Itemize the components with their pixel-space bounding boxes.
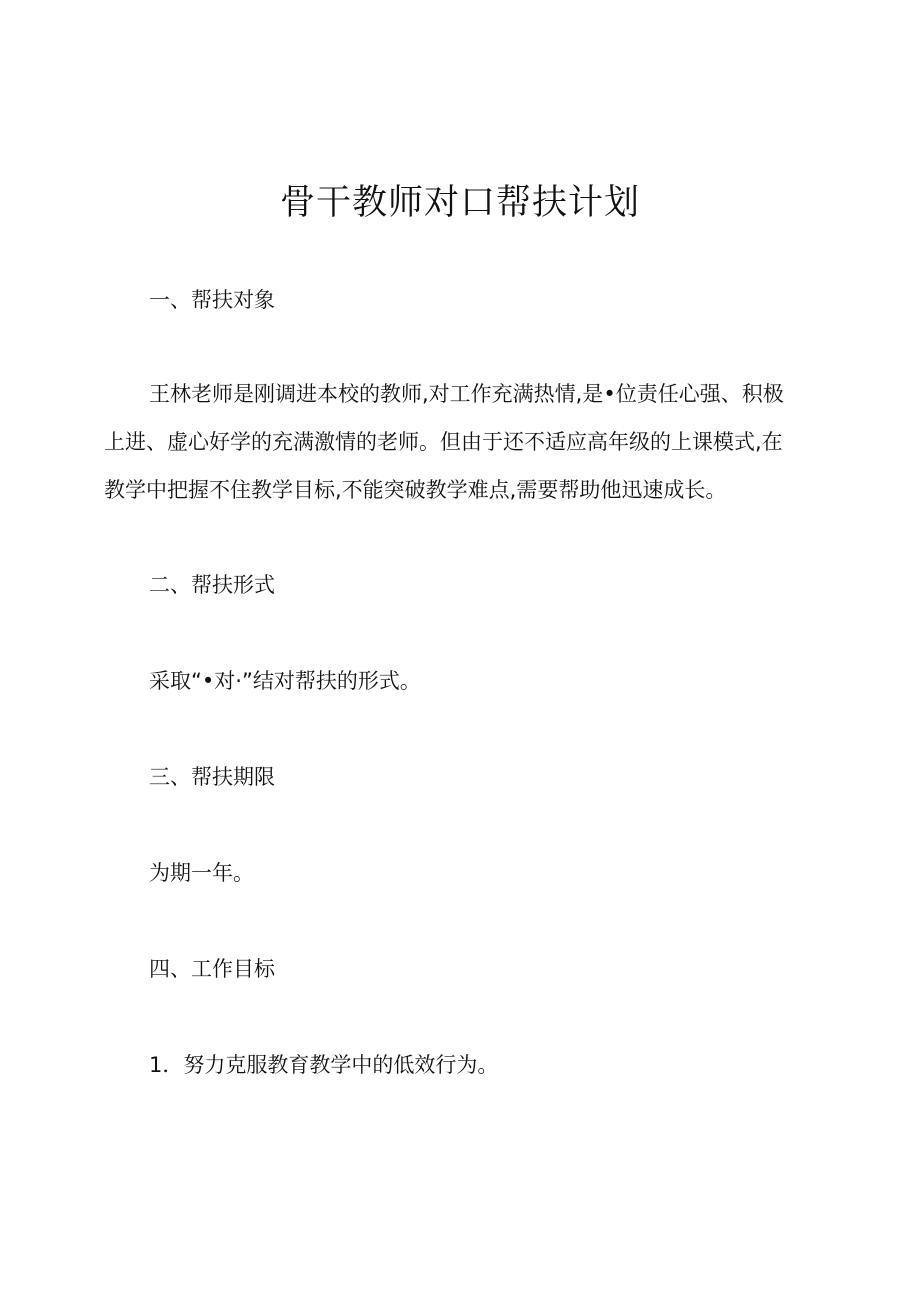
section-heading-help-period: 三、帮扶期限 bbox=[149, 765, 275, 789]
paragraph-line: 王林老师是刚调进本校的教师,对工作充满热情,是•位责任心强、积极 bbox=[149, 382, 784, 406]
paragraph-line: 采取“•对·”结对帮扶的形式。 bbox=[149, 669, 421, 693]
section-heading-work-goals: 四、工作目标 bbox=[149, 957, 275, 981]
paragraph-line: 上进、虚心好学的充满激情的老师。但由于还不适应高年级的上课模式,在 bbox=[104, 430, 783, 454]
section-heading-help-form: 二、帮扶形式 bbox=[149, 573, 275, 597]
paragraph-line: 教学中把握不住教学目标,不能突破教学难点,需要帮助他迅速成长。 bbox=[104, 478, 727, 502]
paragraph-line: 为期一年。 bbox=[149, 861, 254, 885]
section-heading-help-target: 一、帮扶对象 bbox=[149, 288, 275, 312]
list-item: 1．努力克服教育教学中的低效行为。 bbox=[149, 1053, 499, 1077]
document-title: 骨干教师对口帮扶计划 bbox=[279, 183, 640, 223]
